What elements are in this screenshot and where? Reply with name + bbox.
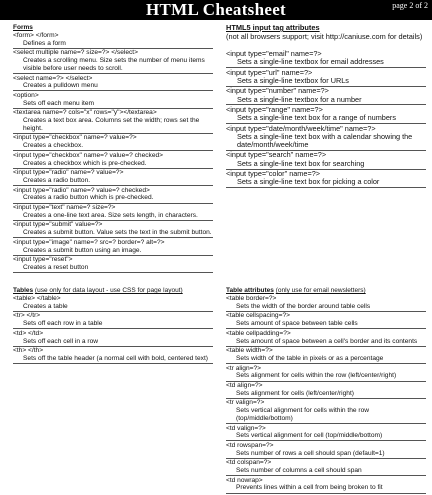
tag-description: Sets alignment for cells (left/center/right): [236, 389, 355, 397]
tag-description: Defines a form: [23, 39, 66, 47]
list-item: [226, 125, 426, 151]
list-item: [13, 169, 213, 186]
tag-description: Creates a checkbox which is pre-checked.: [23, 159, 147, 167]
table-attrs-section: [226, 287, 426, 494]
tag-description: Sets alignment for cells within the row (left/center/right): [236, 372, 397, 380]
list-item: [226, 312, 426, 329]
tag-code: <table cellspacing=?>: [226, 312, 290, 320]
list-item: [226, 399, 426, 424]
page-title: HTML Cheatsheet: [145, 0, 287, 19]
tag-code: <input type="checkbox" name=? value=? checked>: [13, 151, 164, 159]
tag-code: <td nowrap>: [226, 476, 263, 484]
list-item: [13, 221, 213, 238]
list-item: [13, 330, 213, 347]
html5-subtitle: (not all browsers support; visit http://caniuse.com for details): [226, 31, 423, 41]
tag-code: <tr align=?>: [226, 364, 262, 372]
tag-description: Sets vertical alignment for cells within the row (top/middle/bottom): [236, 407, 370, 422]
list-item: [226, 106, 426, 124]
list-item: [13, 187, 213, 204]
list-item: [226, 459, 426, 476]
list-item: [13, 109, 213, 134]
tag-code: <option>: [13, 91, 39, 99]
list-item: [226, 442, 426, 459]
list-item: [226, 425, 426, 442]
tag-description: Creates a checkbox.: [23, 142, 84, 150]
tag-description: Creates a radio button.: [23, 176, 91, 184]
tag-description: Sets off each row in a table: [23, 320, 103, 328]
tag-description: Sets a single-line text box with a calendar showing the date/month/week/time: [237, 131, 413, 150]
tag-description: Creates a one-line text area. Size sets length, in characters.: [23, 211, 198, 219]
tag-code: <select name=?> </select>: [13, 74, 93, 82]
tag-description: Sets off each cell in a row: [23, 337, 99, 345]
list-item: [226, 330, 426, 347]
forms-list: [13, 32, 213, 273]
forms-heading: Forms: [13, 24, 33, 31]
tag-description: Sets a single-line textbox for a number: [237, 94, 362, 104]
tag-code: <tr> </tr>: [13, 312, 41, 320]
tag-code: <input type="range" name=?>: [226, 104, 323, 114]
tag-description: Sets off the table header (a normal cell with bold, centered text): [23, 354, 208, 362]
tag-description: Sets a single-line text box for picking a color: [237, 177, 380, 187]
cheatsheet-header: [0, 0, 432, 20]
tag-description: Creates a pulldown menu: [23, 82, 98, 90]
tag-description: Creates a text box area. Columns set the width; rows set the height.: [23, 117, 200, 132]
tag-code: <input type="image" name=? src=? border=? alt=?>: [13, 238, 165, 246]
tag-description: Sets amount of space between a cell's border and its contents: [236, 337, 418, 345]
tag-description: Prevents lines within a cell from being broken to fit: [236, 484, 383, 492]
tag-code: <form> </form>: [13, 32, 59, 39]
tag-code: <table border=?>: [226, 295, 277, 302]
tag-code: <input type="checkbox" name=? value=?>: [13, 134, 137, 142]
tag-description: Sets a single-line text box for a range of numbers: [237, 113, 396, 123]
tag-code: <td align=?>: [226, 382, 263, 390]
list-item: [13, 75, 213, 92]
list-item: [13, 347, 213, 364]
tag-code: <textarea name=? cols="x" rows="y"></textarea>: [13, 109, 157, 117]
forms-section: [13, 24, 213, 274]
tag-code: <select multiple name=? size=?> </select>: [13, 49, 138, 57]
tag-code: <td colspan=?>: [226, 459, 272, 467]
tag-description: Creates a reset button: [23, 263, 89, 271]
page-number: page 2 of 2: [392, 1, 428, 10]
tables-note: (use only for data layout - use CSS for page layout): [34, 287, 183, 294]
tag-description: Sets width of the table in pixels or as a percentage: [236, 354, 384, 362]
tag-code: <input type="text" name=? size=?>: [13, 204, 116, 212]
html5-section: [226, 24, 426, 189]
html5-list: [226, 50, 426, 188]
tag-code: <input type="reset">: [13, 256, 73, 264]
list-item: [226, 295, 426, 312]
list-item: [13, 152, 213, 169]
tag-description: Sets off each menu item: [23, 99, 94, 107]
list-item: [226, 347, 426, 364]
tag-code: <input type="radio" name=? value=?>: [13, 169, 124, 177]
tag-description: Sets number of rows a cell should span (default=1): [236, 449, 385, 457]
tag-description: Creates a scrolling menu. Size sets the number of menu items visible before user needs to scroll.: [23, 57, 205, 72]
table-attrs-note: (only use for email newsletters): [275, 287, 366, 294]
tag-description: Creates a submit button using an image.: [23, 246, 142, 254]
tables-section: [13, 287, 213, 365]
tag-description: Sets a single-line textbox for email addresses: [237, 57, 384, 67]
list-item: [226, 365, 426, 382]
tag-code: <tr valign=?>: [226, 399, 265, 407]
tag-description: Sets number of columns a cell should span: [236, 467, 362, 475]
tag-code: <input type="color" name=?>: [226, 169, 321, 179]
list-item: [226, 50, 426, 68]
tables-heading: Tables (use only for data layout - use CSS for page layout): [13, 287, 183, 294]
list-item: [13, 92, 213, 109]
tag-description: Creates a radio button which is pre-checked.: [23, 194, 154, 202]
list-item: [13, 295, 213, 312]
tag-code: <table> </table>: [13, 295, 61, 302]
tag-code: <td> </td>: [13, 329, 44, 337]
tag-code: <td rowspan=?>: [226, 441, 274, 449]
tag-code: <td valign=?>: [226, 424, 266, 432]
list-item: [13, 239, 213, 256]
tag-code: <table width=?>: [226, 347, 273, 355]
tag-code: <table cellpadding=?>: [226, 329, 291, 337]
list-item: [13, 256, 213, 273]
list-item: [13, 49, 213, 74]
list-item: [226, 477, 426, 494]
list-item: [226, 87, 426, 105]
list-item: [13, 204, 213, 221]
tag-description: Sets the width of the border around table cells: [236, 302, 371, 310]
tag-code: <th> </th>: [13, 347, 44, 355]
tag-description: Creates a table: [23, 302, 68, 310]
table-attrs-list: [226, 295, 426, 494]
list-item: [13, 32, 213, 49]
tag-code: <input type="radio" name=? value=? checked>: [13, 186, 150, 194]
tag-code: <input type="date/month/week/time" name=?>: [226, 123, 376, 133]
tag-code: <input type="url" name=?>: [226, 67, 313, 77]
tables-list: [13, 295, 213, 364]
list-item: [13, 312, 213, 329]
list-item: [226, 69, 426, 87]
html5-heading: HTML5 input tag attributes: [226, 23, 320, 32]
list-item: [226, 382, 426, 399]
tag-description: Sets a single-line textbox for URLs: [237, 76, 349, 86]
tag-description: Sets vertical alignment for cell (top/middle/bottom): [236, 432, 383, 440]
tag-code: <input type="number" name=?>: [226, 86, 329, 96]
tag-description: Sets a single-line text box for searching: [237, 158, 365, 168]
tag-code: <input type="submit" value=?>: [13, 221, 103, 229]
tag-code: <input type="email" name=?>: [226, 49, 322, 59]
list-item: [226, 151, 426, 169]
table-attrs-heading: Table attributes (only use for email newsletters): [226, 287, 366, 294]
tag-description: Creates a submit button. Value sets the text in the submit button.: [23, 229, 212, 237]
tag-description: Sets amount of space between table cells: [236, 320, 358, 328]
list-item: [226, 170, 426, 188]
list-item: [13, 134, 213, 151]
tag-code: <input type="search" name=?>: [226, 150, 327, 160]
